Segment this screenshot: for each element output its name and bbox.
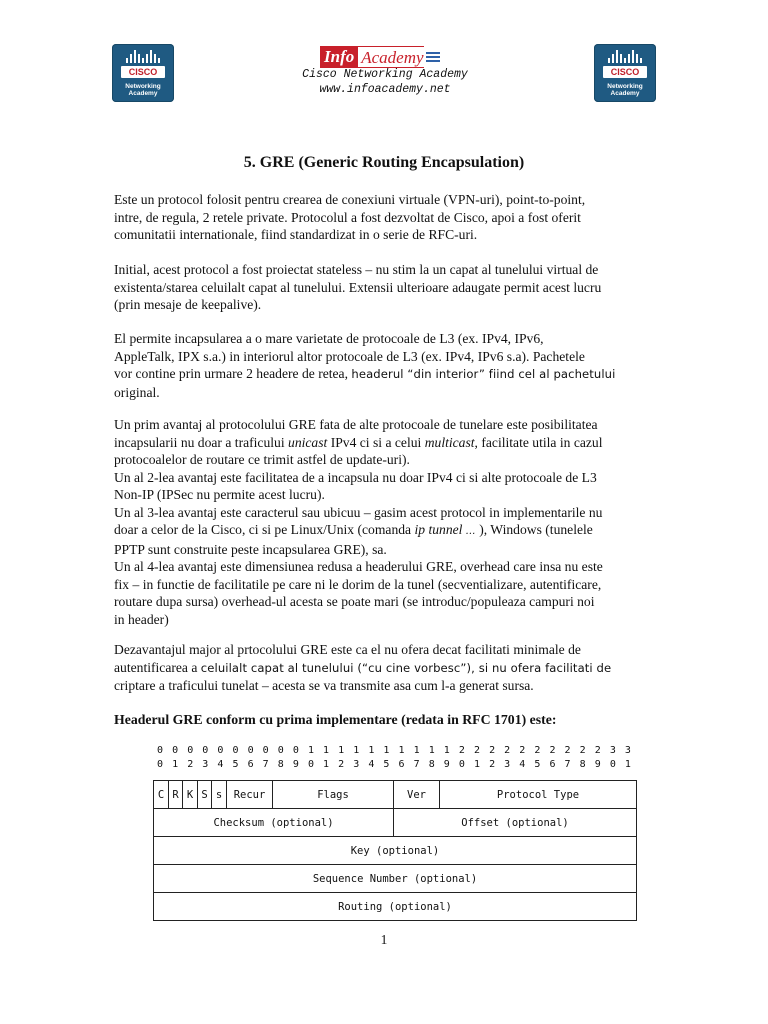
paragraph-encapsulation: El permite incapsularea a o mare varietate de protocoale de L3 (ex. IPv4, IPv6, AppleTalk, IPX s.a.) in interiorul altor protocoale de L3 (ex. IPv4, IPv6 s.a). Pachetele vor contine prin urmare 2 headere de retea, headerul “din interior” fiind cel al pachetului original. [114,331,616,400]
paragraph-intro: Este un protocol folosit pentru crearea de conexiuni virtuale (VPN-uri), point-to-point, intre, de regula, 2 retele private. Protocolul a fost dezvoltat de Cisco, apoi a fost oferit comunitatii internationale, fiind standardizat in o serie de RFC-uri. [114,192,586,242]
bit-units-digit: 6 [398,759,405,770]
bit-units-digit: 4 [217,759,224,770]
cisco-bridge-icon [112,49,174,63]
bit-units-digit: 5 [232,759,239,770]
cisco-networking-academy-logo-left [112,44,174,102]
bit-tens-digit: 0 [157,745,164,756]
bit-tens-digit: 0 [172,745,179,756]
bit-tens-digit: 2 [549,745,556,756]
logo-stripes-icon [426,46,440,68]
bit-units-digit: 9 [292,759,299,770]
bit-tens-digit: 2 [458,745,465,756]
org-name: Cisco Networking Academy [302,68,468,81]
logo-info-text: Info [320,46,358,68]
field-checksum-present-bit: C [154,781,169,809]
bit-tens-digit: 1 [338,745,345,756]
bit-tens-digit: 2 [564,745,571,756]
bit-tens-digit: 1 [398,745,405,756]
bit-units-digit: 8 [579,759,586,770]
bit-units-digit: 1 [323,759,330,770]
bit-units-digit: 6 [549,759,556,770]
field-sequence-present-bit: S [198,781,212,809]
cisco-bridge-icon [594,49,656,63]
bit-tens-digit: 1 [428,745,435,756]
bit-tens-digit: 0 [202,745,209,756]
field-routing-present-bit: R [169,781,183,809]
bit-tens-digit: 0 [187,745,194,756]
bit-tens-digit: 2 [519,745,526,756]
field-checksum: Checksum (optional) [154,809,394,837]
bit-units-digit: 3 [202,759,209,770]
bit-tens-digit: 1 [413,745,420,756]
bit-units-digit: 0 [609,759,616,770]
bit-tens-digit: 2 [579,745,586,756]
logo-caption: Networking Academy [125,83,161,97]
bit-tens-digit: 1 [353,745,360,756]
bit-tens-digit: 1 [443,745,450,756]
bit-tens-digit: 1 [383,745,390,756]
bit-number-tens-row [157,745,640,756]
bit-tens-digit: 2 [489,745,496,756]
bit-tens-digit: 0 [247,745,254,756]
logo-caption: Networking Academy [607,83,643,97]
bit-units-digit: 9 [594,759,601,770]
field-flags: Flags [273,781,394,809]
paragraph-disadvantage: Dezavantajul major al prtocolului GRE este ca el nu ofera decat facilitati minimale de autentificarea a celuilalt capat al tunelului (“cu cine vorbesc”), si nu ofera facilitati de criptare a traficului tunelat – acesta se va transmite asa cum l-a generat sursa. [114,642,612,693]
bit-units-digit: 9 [443,759,450,770]
bit-units-digit: 7 [413,759,420,770]
field-key: Key (optional) [154,837,637,865]
bit-units-digit: 6 [247,759,254,770]
page-number: 1 [380,932,388,947]
gre-header-heading: Headerul GRE conform cu prima implementare (redata in RFC 1701) este: [114,712,557,727]
bit-tens-digit: 3 [624,745,631,756]
bit-tens-digit: 0 [292,745,299,756]
bit-units-digit: 1 [624,759,631,770]
bit-units-digit: 0 [458,759,465,770]
field-key-present-bit: K [183,781,198,809]
bit-units-digit: 1 [473,759,480,770]
page-title: 5. GRE (Generic Routing Encapsulation) [243,154,525,171]
field-offset: Offset (optional) [394,809,637,837]
bit-tens-digit: 2 [534,745,541,756]
bit-tens-digit: 1 [323,745,330,756]
gre-row-routing [154,893,637,921]
field-routing: Routing (optional) [154,893,637,921]
field-sequence-number: Sequence Number (optional) [154,865,637,893]
bit-units-digit: 0 [307,759,314,770]
field-recursion-control: Recur [227,781,273,809]
bit-units-digit: 8 [428,759,435,770]
cisco-networking-academy-logo-right [594,44,656,102]
gre-row-flags [154,781,637,809]
field-version: Ver [394,781,440,809]
bit-units-digit: 3 [353,759,360,770]
bit-tens-digit: 3 [609,745,616,756]
gre-row-checksum [154,809,637,837]
paragraph-advantages: Un prim avantaj al protocolului GRE fata de alte protocoale de tunelare este posibilitatea incapsularii nu doar a traficului unicast IPv4 ci si a celui multicast, facilitate utila in cazul protocoalelor de routare ce trimit astfel de update-uri). Un al 2-lea avantaj este facilitatea de a incapsula nu doar IPv4 ci si alte protocoale de L3 Non-IP (IPSec nu permite acest lucru). Un al 3-lea avantaj este caracterul sau ubicuu – gasim acest protocol in implementarile nu doar a celor de la Cisco, ci si pe Linux/Unix (comanda ip tunnel … ), Windows (tunelele PPTP sunt construite peste incapsularea GRE), sa. Un al 4-lea avantaj este dimensiunea redusa a headerului GRE, overhead care insa nu este fix – in functie de facilitatile pe care ni le dorim de la tunel (secventializare, autentificare, routare dupa sursa) overhead-ul acesta se poate mari (se introduc/populeaza campuri noi in header) [114,417,603,627]
cisco-brand-text: CISCO [603,66,647,78]
bit-number-units-row [157,759,640,770]
gre-row-key [154,837,637,865]
bit-units-digit: 2 [187,759,194,770]
bit-tens-digit: 1 [307,745,314,756]
bit-units-digit: 2 [338,759,345,770]
bit-units-digit: 0 [157,759,164,770]
bit-tens-digit: 2 [594,745,601,756]
gre-row-sequence [154,865,637,893]
website-link: www.infoacademy.net [319,83,451,96]
bit-units-digit: 4 [368,759,375,770]
bit-tens-digit: 1 [368,745,375,756]
field-protocol-type: Protocol Type [440,781,637,809]
bit-tens-digit: 2 [504,745,511,756]
bit-units-digit: 5 [383,759,390,770]
bit-units-digit: 1 [172,759,179,770]
bit-tens-digit: 0 [217,745,224,756]
bit-tens-digit: 2 [473,745,480,756]
bit-units-digit: 8 [277,759,284,770]
infoacademy-logo [320,46,450,68]
bit-tens-digit: 0 [262,745,269,756]
bit-units-digit: 4 [519,759,526,770]
bit-units-digit: 7 [564,759,571,770]
bit-units-digit: 5 [534,759,541,770]
paragraph-stateless: Initial, acest protocol a fost proiectat stateless – nu stim la un capat al tunelului virtual de existenta/starea celuilalt capat al tunelului. Extensii ulterioare adaugate permit acest lucru (prin mesaje de keepalive). [114,262,602,312]
bit-units-digit: 3 [504,759,511,770]
bit-tens-digit: 0 [232,745,239,756]
bit-tens-digit: 0 [277,745,284,756]
cisco-brand-text: CISCO [121,66,165,78]
field-strict-source-route-bit: s [212,781,227,809]
gre-header-table [153,780,637,921]
bit-units-digit: 7 [262,759,269,770]
logo-academy-text: Academy [358,46,423,68]
bit-units-digit: 2 [489,759,496,770]
